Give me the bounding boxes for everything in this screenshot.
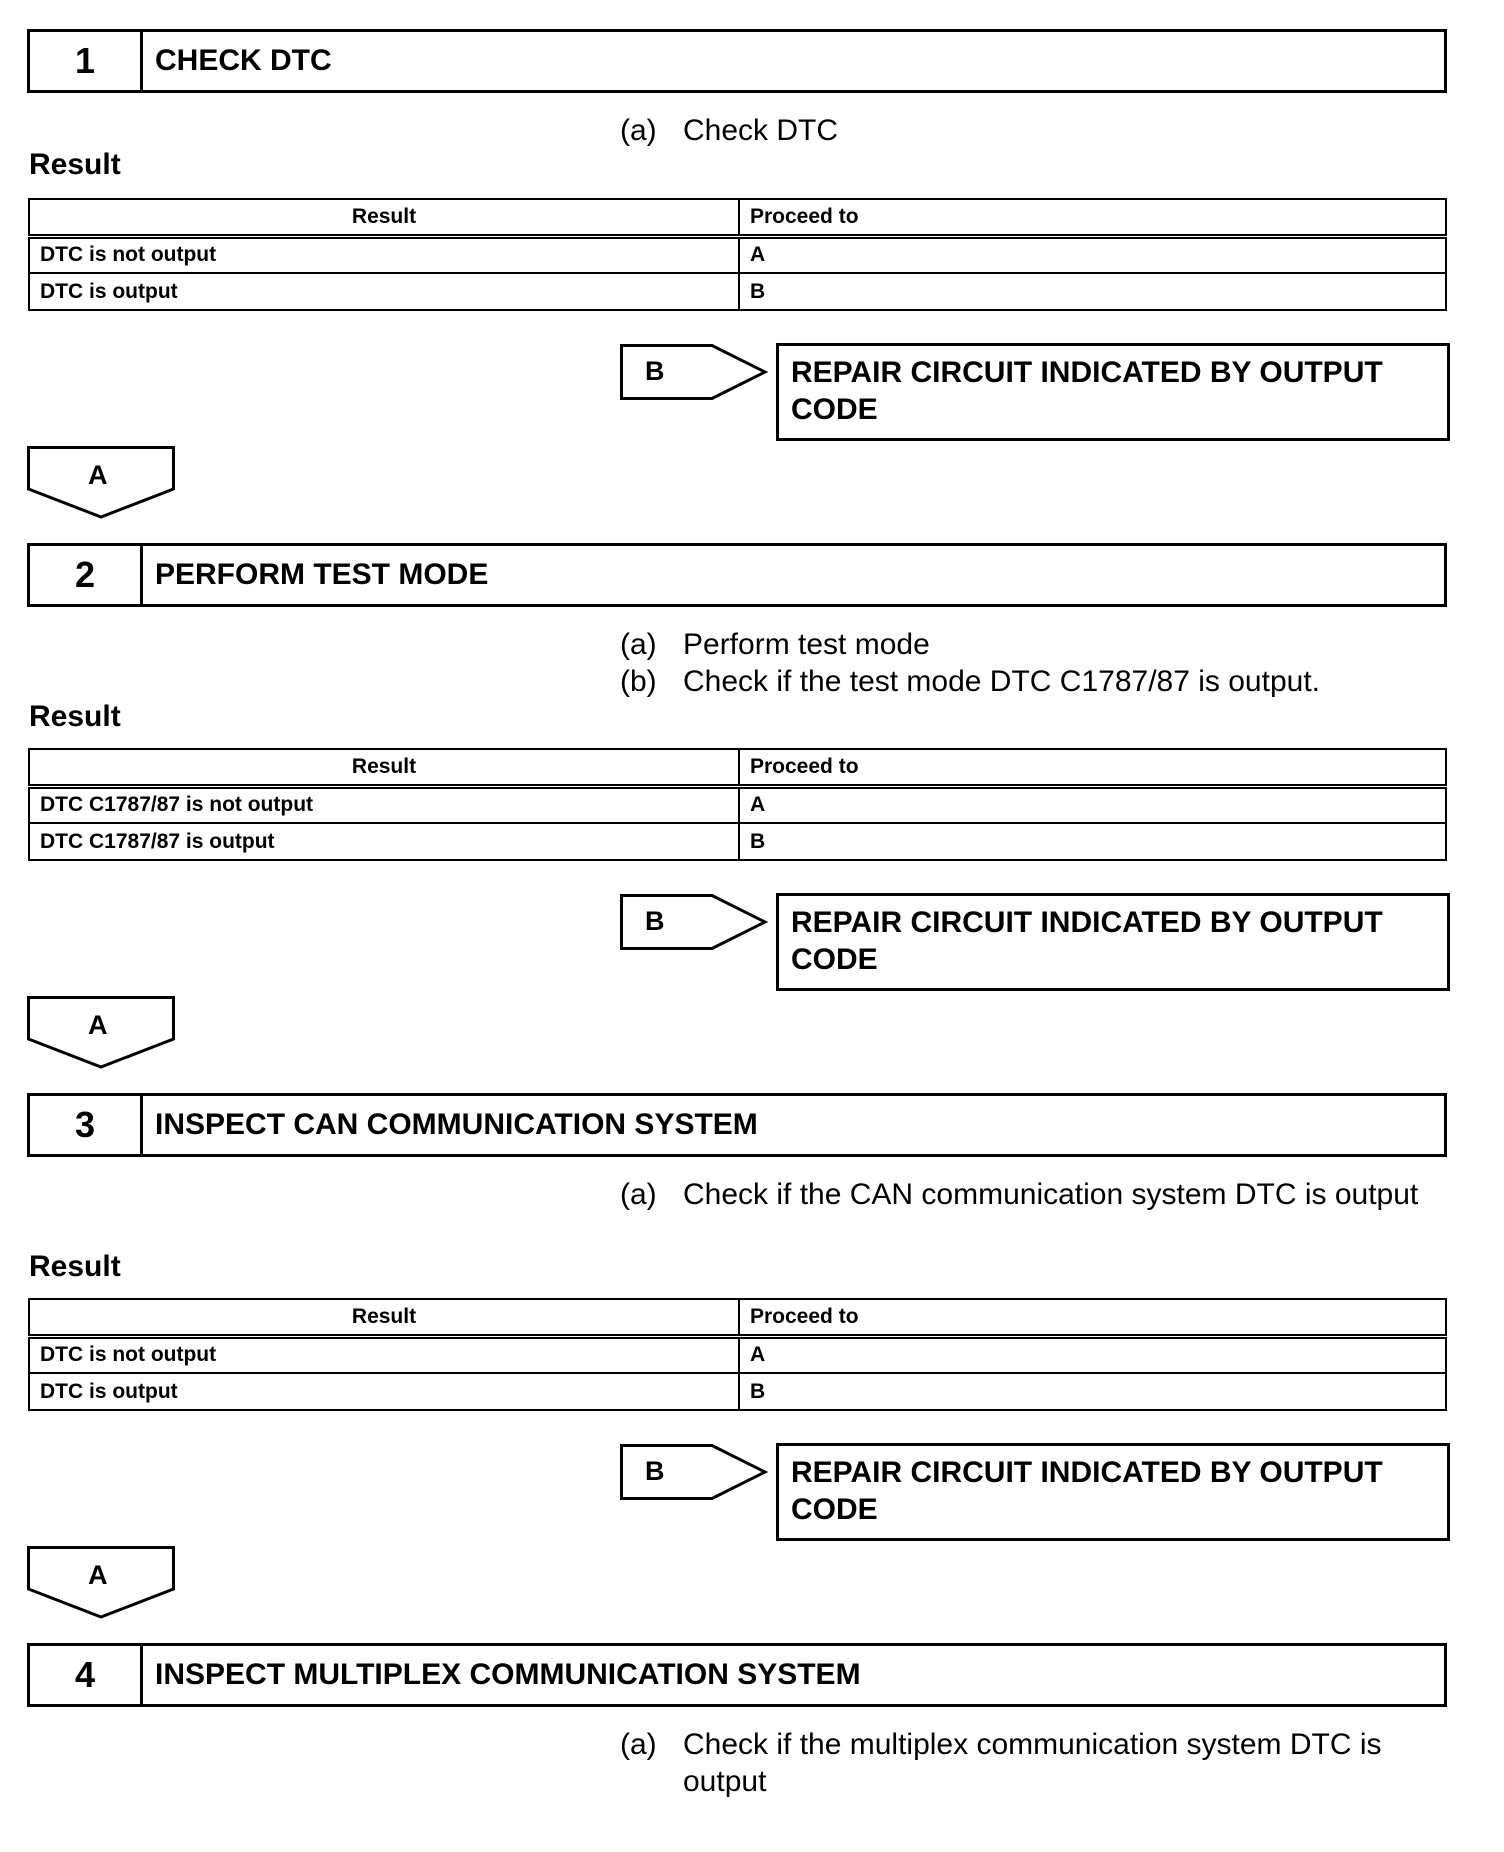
step-4-section: [0, 1614, 1504, 1852]
step-title: INSPECT CAN COMMUNICATION SYSTEM: [155, 1108, 758, 1141]
step-2-header: [27, 543, 1447, 607]
column-header-proceed: Proceed to: [739, 1299, 1446, 1336]
result-table: [28, 198, 1447, 311]
table-header-row: [29, 749, 1446, 786]
result-cell: DTC is output: [29, 1373, 739, 1410]
step-number: 3: [30, 1096, 143, 1154]
result-cell: DTC is not output: [29, 1336, 739, 1373]
proceed-cell: A: [739, 786, 1446, 823]
table-row: [29, 1373, 1446, 1410]
result-table: [28, 748, 1447, 861]
step-number: 1: [30, 32, 143, 90]
result-heading: Result: [29, 1250, 121, 1283]
column-header-result: Result: [29, 749, 739, 786]
step-2-section: [0, 514, 1504, 1062]
instruction-label: (a): [620, 1728, 657, 1761]
result-heading: Result: [29, 700, 121, 733]
table-row: [29, 236, 1446, 273]
step-number: 4: [30, 1646, 143, 1704]
instruction-item: [620, 1726, 1420, 1800]
proceed-cell: B: [739, 273, 1446, 310]
branch-a-label: A: [88, 460, 108, 490]
step-instructions: [620, 1176, 1450, 1213]
proceed-cell: B: [739, 1373, 1446, 1410]
result-cell: DTC is not output: [29, 236, 739, 273]
instruction-label: (a): [620, 1178, 657, 1211]
branch-b-arrow-icon: [620, 894, 770, 950]
proceed-cell: B: [739, 823, 1446, 860]
repair-action-box: REPAIR CIRCUIT INDICATED BY OUTPUT CODE: [776, 343, 1450, 441]
proceed-cell: A: [739, 1336, 1446, 1373]
branch-b-label: B: [645, 356, 665, 386]
step-title: INSPECT MULTIPLEX COMMUNICATION SYSTEM: [155, 1658, 861, 1691]
instruction-text: Check if the CAN communication system DTC is output: [683, 1178, 1419, 1211]
column-header-result: Result: [29, 199, 739, 236]
result-cell: DTC C1787/87 is output: [29, 823, 739, 860]
instruction-item: [620, 1176, 1450, 1213]
step-1-header: [27, 29, 1447, 93]
table-row: [29, 786, 1446, 823]
instruction-text: Check if the test mode DTC C1787/87 is output.: [683, 665, 1320, 698]
repair-action-box: REPAIR CIRCUIT INDICATED BY OUTPUT CODE: [776, 893, 1450, 991]
step-4-header: [27, 1643, 1447, 1707]
step-instructions: [620, 112, 1450, 149]
instruction-text: Check DTC: [683, 114, 839, 147]
instruction-label: (b): [620, 665, 657, 698]
table-row: [29, 1336, 1446, 1373]
instruction-item: [620, 112, 1450, 149]
result-cell: DTC C1787/87 is not output: [29, 786, 739, 823]
table-header-row: [29, 1299, 1446, 1336]
instruction-text: Check if the multiplex communication system DTC is output: [683, 1728, 1382, 1798]
instruction-text: Perform test mode: [683, 628, 930, 661]
step-3-header: [27, 1093, 1447, 1157]
column-header-proceed: Proceed to: [739, 199, 1446, 236]
column-header-proceed: Proceed to: [739, 749, 1446, 786]
step-instructions: [620, 626, 1450, 700]
result-table: [28, 1298, 1447, 1411]
branch-b-label: B: [645, 1456, 665, 1486]
step-title: PERFORM TEST MODE: [155, 558, 489, 591]
result-cell: DTC is output: [29, 273, 739, 310]
instruction-label: (a): [620, 628, 657, 661]
step-number: 2: [30, 546, 143, 604]
proceed-cell: A: [739, 236, 1446, 273]
branch-a-label: A: [88, 1560, 108, 1590]
instruction-label: (a): [620, 114, 657, 147]
table-row: [29, 823, 1446, 860]
branch-b-arrow-icon: [620, 1444, 770, 1500]
table-row: [29, 273, 1446, 310]
step-1-section: [0, 0, 1504, 548]
table-header-row: [29, 199, 1446, 236]
branch-a-label: A: [88, 1010, 108, 1040]
column-header-result: Result: [29, 1299, 739, 1336]
instruction-item: [620, 626, 1450, 663]
step-3-section: [0, 1064, 1504, 1612]
step-instructions: [620, 1726, 1420, 1800]
branch-b-arrow-icon: [620, 344, 770, 400]
instruction-item: [620, 663, 1450, 700]
branch-b-label: B: [645, 906, 665, 936]
result-heading: Result: [29, 148, 121, 181]
repair-action-box: REPAIR CIRCUIT INDICATED BY OUTPUT CODE: [776, 1443, 1450, 1541]
step-title: CHECK DTC: [155, 44, 332, 77]
